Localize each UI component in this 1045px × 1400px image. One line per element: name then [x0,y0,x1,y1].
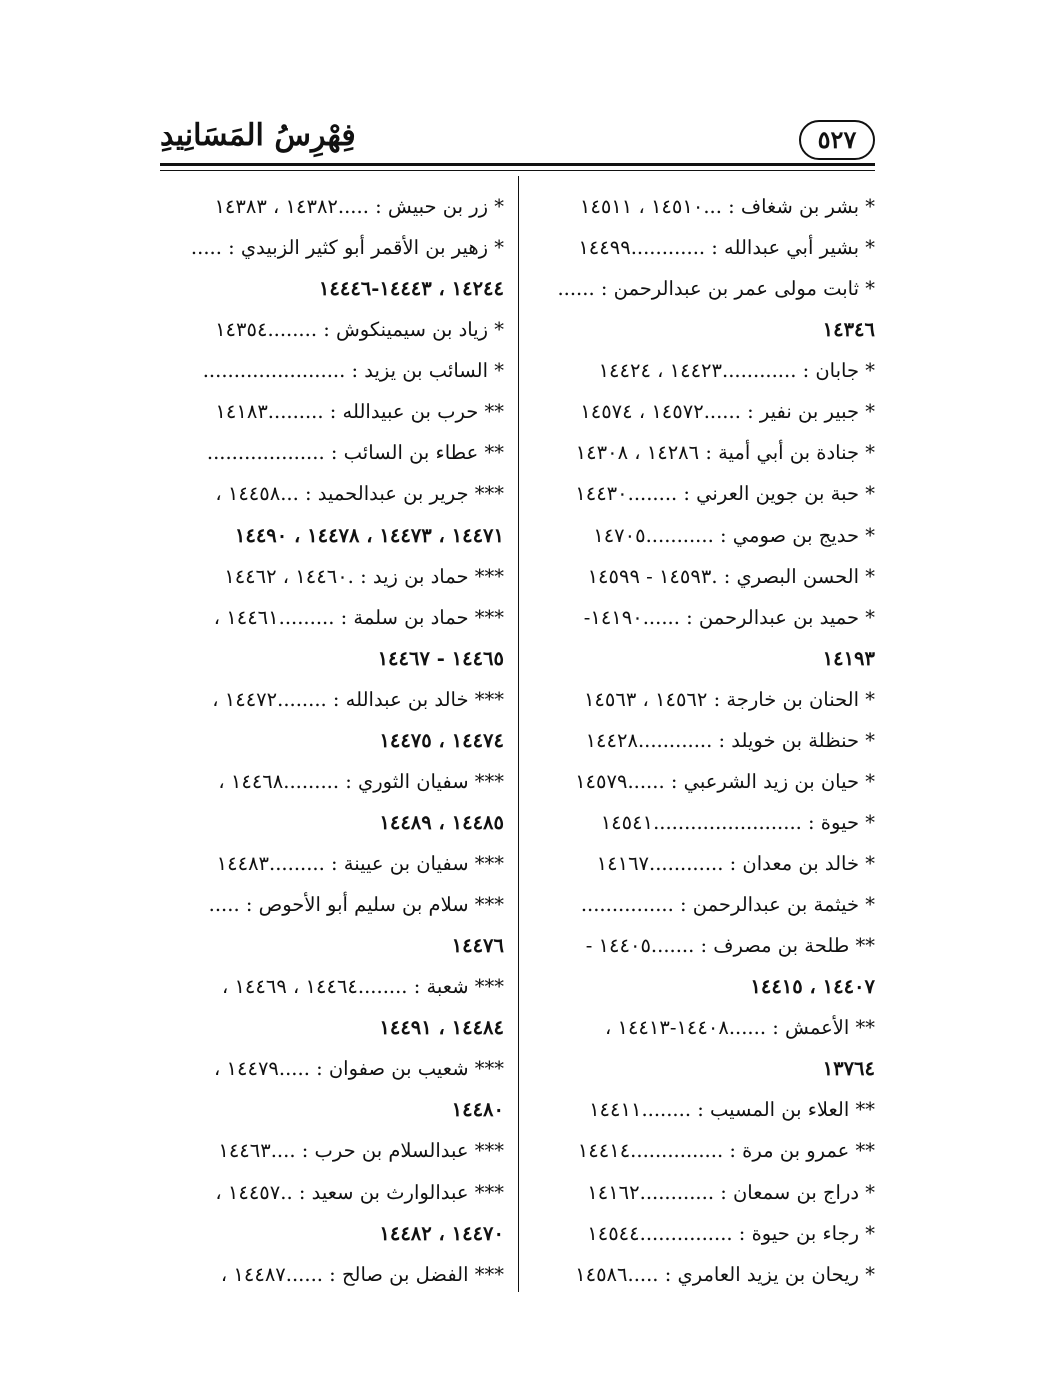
index-entry: * دراج بن سمعان : ............١٤١٦٢ [587,1180,875,1204]
left-column [162,186,504,1295]
index-entry: *** عبدالوارث بن سعيد : ..١٤٤٥٧ ، [215,1180,504,1204]
index-entry: *** سفيان الثوري : .........١٤٤٦٨ ، [218,769,504,793]
index-entry-continuation: ١٤٤٧١ ، ١٤٤٧٣ ، ١٤٤٧٨ ، ١٤٤٩٠ [234,523,504,547]
index-entry-continuation: ١٤٢٤٤ ، ١٤٤٤٣-١٤٤٤٦ [318,277,504,301]
index-entry: * حبة بن جوين العرني : ........١٤٤٣٠ [575,482,875,506]
index-entry: ** حرب بن عبيدالله : .........١٤١٨٣ [215,400,504,424]
index-entry: ** عطاء بن السائب : ................... [206,441,504,465]
index-entry: * حيان بن زيد الشرعبي : ......١٤٥٧٩ [575,769,875,793]
index-entry-continuation: ١٤١٩٣ [822,646,875,670]
index-entry: * ريحان بن يزيد العامري : .....١٤٥٨٦ [575,1262,875,1286]
index-entry-continuation: ١٤٤٨٤ ، ١٤٤٩١ [379,1016,504,1040]
right-column [530,186,875,1295]
index-entry-continuation: ١٤٤٠٧ ، ١٤٤١٥ [750,975,875,999]
index-entry: ** العلاء بن المسيب : ........١٤٤١١ [589,1098,875,1122]
index-entry-continuation: ١٣٧٦٤ [822,1057,875,1081]
index-entry: *** الفضل بن صالح : ......١٤٤٨٧ ، [220,1262,504,1286]
index-entry: *** جرير بن عبدالحميد : ...١٤٤٥٨ ، [215,482,504,506]
index-entry: *** عبدالسلام بن حرب : ....١٤٤٦٣ [218,1139,504,1163]
index-entry-continuation: ١٤٤٧٦ [451,934,504,958]
index-entry: *** شعبة : ........١٤٤٦٤ ، ١٤٤٦٩ ، [221,975,504,999]
index-entry: * رجاء بن حيوة : ...............١٤٥٤٤ [587,1221,875,1245]
index-entry: * حديج بن صومي : ...........١٤٧٠٥ [593,523,875,547]
index-entry: * الحسن البصري : .١٤٥٩٣ - ١٤٥٩٩ [587,564,875,588]
index-entry: ** عمرو بن مرة : ...............١٤٤١٤ [577,1139,875,1163]
index-entry: * السائب بن يزيد : ....................... [202,359,504,383]
header-rule-thick [160,163,875,166]
index-entry: * جنادة بن أبي أمية : ١٤٢٨٦ ، ١٤٣٠٨ [575,441,875,465]
index-entry: * بشير أبي عبدالله : ............١٤٤٩٩ [578,236,875,260]
page-title: فِهْرِسُ المَسَانِيدِ [160,118,356,153]
index-entry: *** شعيب بن صفوان : .....١٤٤٧٩ ، [214,1057,504,1081]
index-entry: * خيثمة بن عبدالرحمن : ............... [580,893,875,917]
index-entry: * جبير بن نفير : ......١٤٥٧٢ ، ١٤٥٧٤ [580,400,875,424]
index-entry: * زر بن حبيش : .....١٤٣٨٢ ، ١٤٣٨٣ [214,195,504,218]
index-entry: *** سلام بن سليم أبو الأحوص : ..... [208,893,504,917]
index-entry-continuation: ١٤٤٨٥ ، ١٤٤٨٩ [379,810,504,834]
index-entry: * زهير بن الأقمر أبو كثير الزبيدي : ..... [190,236,504,260]
column-divider [518,176,519,1292]
index-entry: * بشر بن شغاف : ...١٤٥١٠ ، ١٤٥١١ [579,195,875,218]
index-entry: * حيوة : ........................١٤٥٤١ [600,810,875,834]
header-rule-thin [160,170,875,171]
index-entry-continuation: ١٤٣٤٦ [822,318,875,342]
index-entry: * ثابت مولى عمر بن عبدالرحمن : ...... [557,277,875,301]
index-entry: ** الأعمش : ......١٤٤٠٨-١٤٤١٣ ، [604,1016,875,1040]
index-entry-continuation: ١٤٤٨٠ [451,1098,504,1122]
page-header [160,110,875,170]
index-entry: * زياد بن سيمينكوش : ........١٤٣٥٤ [215,318,504,342]
index-entry: * حنظلة بن خويلد : ............١٤٤٢٨ [585,728,875,752]
index-entry-continuation: ١٤٤٧٤ ، ١٤٤٧٥ [379,728,504,752]
index-entry: *** خالد بن عبدالله : ........١٤٤٧٢ ، [212,687,504,711]
index-entry: ** طلحة بن مصرف : .......١٤٤٠٥ - [585,934,875,958]
index-entry: * خالد بن معدان : ............١٤١٦٧ [596,852,875,875]
index-entry: *** حماد بن زيد : .١٤٤٦٠ ، ١٤٤٦٢ [224,564,504,588]
index-entry-continuation: ١٤٤٧٠ ، ١٤٤٨٢ [379,1221,504,1245]
index-entry: *** سفيان بن عيينة : .........١٤٤٨٣ [216,852,504,875]
index-entry: * حميد بن عبدالرحمن : ......١٤١٩٠- [583,605,875,629]
index-entry: * الحنان بن خارجة : ١٤٥٦٢ ، ١٤٥٦٣ [583,687,875,711]
index-entry: * جابان : ............١٤٤٢٣ ، ١٤٤٢٤ [598,359,875,383]
index-entry-continuation: ١٤٤٦٥ - ١٤٤٦٧ [377,646,504,670]
page-number-badge: ٥٢٧ [799,120,875,160]
index-entry: *** حماد بن سلمة : .........١٤٤٦١ ، [213,605,504,629]
